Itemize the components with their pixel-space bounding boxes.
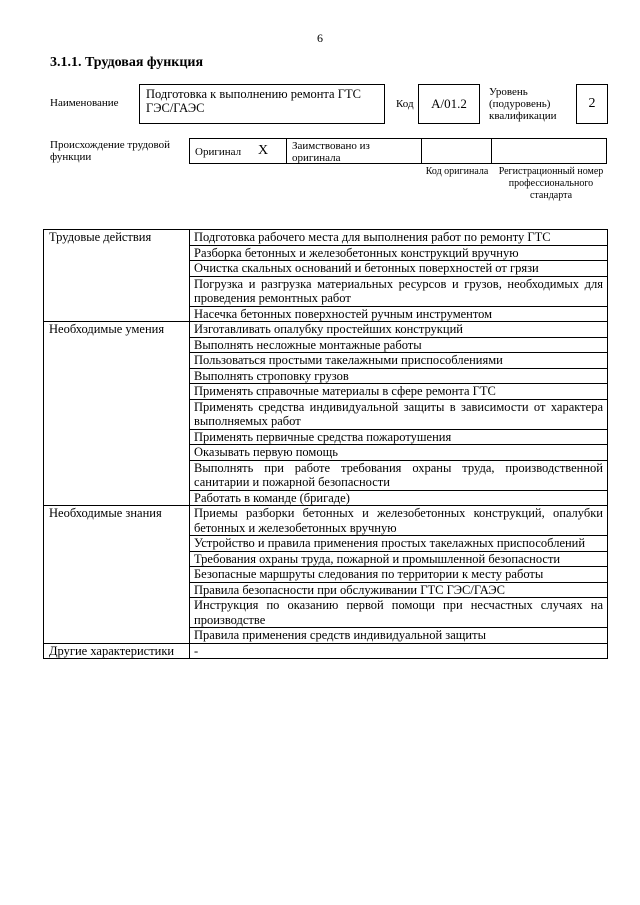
section-item: Приемы разборки бетонных и железобетонных конструкций, опалубки бетонных и железобетонных вручную — [190, 506, 608, 536]
section-item: Правила безопасности при обслуживании ГТС ГЭС/ГАЭС — [190, 582, 608, 598]
table-row — [44, 643, 608, 659]
section-item: Погрузка и разгрузка материальных ресурсов и грузов, необходимых для проведения ремонтных работ — [190, 276, 608, 306]
section-item: Применять средства индивидуальной защиты в зависимости от характера выполняемых работ — [190, 399, 608, 429]
section-item: Работать в команде (бригаде) — [190, 490, 608, 506]
function-name-box — [139, 84, 385, 124]
page-number: 6 — [317, 31, 323, 45]
origin-label: Происхождение трудовой функции — [50, 139, 171, 163]
code-box — [418, 84, 480, 124]
table-row — [44, 230, 608, 246]
section-category: Необходимые знания — [44, 506, 190, 644]
origin-row — [189, 138, 607, 164]
name-label: Наименование — [50, 97, 119, 109]
section-item: Выполнять при работе требования охраны труда, производственной санитарии и пожарной безопасности — [190, 460, 608, 490]
section-item: Очистка скальных оснований и бетонных поверхностей от грязи — [190, 261, 608, 277]
original-label: Оригинал — [195, 146, 242, 158]
section-item: Насечка бетонных поверхностей ручным инструментом — [190, 306, 608, 322]
section-category: Необходимые умения — [44, 322, 190, 506]
level-label: Уровень (подуровень) квалификации — [489, 86, 557, 122]
section-item: Разборка бетонных и железобетонных конструкций вручную — [190, 245, 608, 261]
section-item: Правила применения средств индивидуальной защиты — [190, 628, 608, 644]
level-value: 2 — [588, 96, 596, 111]
section-item: Выполнять строповку грузов — [190, 368, 608, 384]
registration-number-cell — [491, 138, 607, 164]
section-item: Выполнять несложные монтажные работы — [190, 337, 608, 353]
section-category: Другие характеристики — [44, 643, 190, 659]
section-category: Трудовые действия — [44, 230, 190, 322]
section-item: Оказывать первую помощь — [190, 445, 608, 461]
section-item: Применять справочные материалы в сфере ремонта ГТС — [190, 384, 608, 400]
section-item: Устройство и правила применения простых такелажных приспособлений — [190, 536, 608, 552]
caption-code: Код оригинала — [425, 166, 489, 177]
table-row — [44, 322, 608, 338]
section-item: Применять первичные средства пожаротушения — [190, 429, 608, 445]
section-item: Пользоваться простыми такелажными приспособлениями — [190, 353, 608, 369]
original-code-cell — [421, 138, 492, 164]
borrowed-label: Заимствовано из оригинала — [292, 140, 370, 164]
section-item: Изготавливать опалубку простейших конструкций — [190, 322, 608, 338]
function-name-value: Подготовка к выполнению ремонта ГТС ГЭС/ГАЭС — [146, 87, 361, 115]
section-item: Инструкция по оказанию первой помощи при несчастных случаях на производстве — [190, 598, 608, 628]
caption-registration: Регистрационный номер профессионального стандарта — [498, 166, 604, 201]
code-label: Код — [396, 98, 414, 110]
level-box — [576, 84, 608, 124]
original-mark: X — [258, 143, 269, 158]
borrowed-cell — [286, 138, 422, 164]
code-value: А/01.2 — [431, 96, 467, 111]
section-item: - — [190, 643, 608, 659]
original-cell — [189, 138, 287, 164]
section-item: Безопасные маршруты следования по территории к месту работы — [190, 567, 608, 583]
section-item: Подготовка рабочего места для выполнения работ по ремонту ГТС — [190, 230, 608, 246]
labor-function-table — [43, 229, 608, 659]
section-item: Требования охраны труда, пожарной и промышленной безопасности — [190, 551, 608, 567]
section-title: 3.1.1. Трудовая функция — [50, 55, 204, 70]
table-row — [44, 506, 608, 536]
